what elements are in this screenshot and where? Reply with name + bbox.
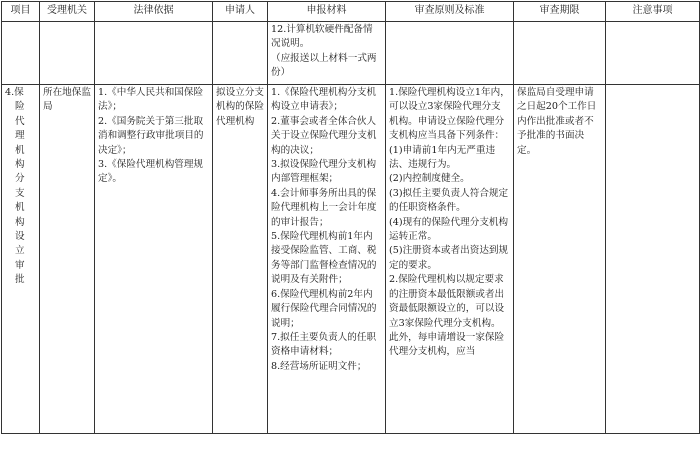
cell-authority: [40, 22, 95, 85]
standard-line: (4)现有的保险代理分支机构运转正常。: [389, 216, 509, 243]
legal-basis-line: 2.《国务院关于第三批取消和调整行政审批项目的决定》；: [98, 115, 204, 156]
material-line: 4.会计师事务所出具的保险代理机构上一会计年度的审计报告；: [271, 187, 377, 228]
header-notes: 注意事项: [606, 2, 700, 22]
approval-items-table: [1, 1, 700, 434]
standard-line: (3)拟任主要负责人符合规定的任职资格条件。: [389, 187, 509, 214]
header-applicant: 申请人: [213, 2, 268, 22]
cell-notes: [606, 85, 700, 434]
standard-line: 2.保险代理机构以规定要求的注册资本最低限额或者出资最低限额设立的，可以设立3家保险代理分支机构。此外，每申请增设一家保险代理分支机构，应当: [389, 274, 505, 358]
standard-line: (5)注册资本或者出资达到规定的要求。: [389, 245, 509, 271]
material-line: 6.保险代理机构前2年内履行保险代理合同情况的说明；: [271, 288, 377, 329]
material-line: 3.拟设保险代理分支机构内部管理框架；: [271, 159, 377, 185]
material-line: 12.计算机软硬件配备情况说明。: [271, 24, 373, 50]
item-number: 4.: [5, 87, 15, 98]
material-line: 5.保险代理机构前1年内接受保险监管、工商、税务等部门监督检查情况的说明及有关附件；: [271, 231, 377, 286]
cell-legal-basis: [95, 85, 213, 434]
cell-item: [2, 22, 40, 85]
material-line: 8.经营场所证明文件；: [271, 360, 367, 372]
legal-basis-line: 1.《中华人民共和国保险法》；: [98, 87, 204, 113]
header-authority: 受理机关: [40, 2, 95, 22]
item-name-first-char: 保: [14, 87, 24, 98]
cell-applicant: 拟设立分支机构的保险代理机构: [213, 85, 268, 434]
cell-review-standards: [386, 85, 514, 434]
cell-authority: 所在地保监局: [40, 85, 95, 434]
material-line: 7.拟任主要负责人的任职资格申请材料；: [271, 331, 377, 358]
cell-item: [2, 85, 40, 434]
cell-review-standards: [386, 22, 514, 85]
cell-review-period: 保监局自受理申请之日起20个工作日内作出批准或者不予批准的书面决定。: [514, 85, 606, 434]
cell-notes: [606, 22, 700, 85]
material-line: 2.董事会或者全体合伙人关于设立保险代理分支机构的决议；: [271, 115, 377, 156]
header-item: 项目: [2, 2, 40, 22]
standard-line: 1.保险代理机构设立1年内，可以设立3家保险代理分支机构。申请设立保险代理分支机构应当具备下列条件：: [389, 87, 510, 142]
header-review-period: 审查期限: [514, 2, 606, 22]
header-materials: 申报材料: [268, 2, 386, 22]
cell-applicant: [213, 22, 268, 85]
standard-line: (1)申请前1年内无严重违法、违规行为。: [389, 144, 496, 171]
cell-legal-basis: [95, 22, 213, 85]
header-row: [2, 2, 700, 22]
table-row: [2, 85, 700, 434]
material-line: （应报送以上材料一式两份）: [271, 52, 377, 79]
table-row: [2, 22, 700, 85]
header-legal-basis: 法律依据: [95, 2, 213, 22]
item-name: 险代理机构分支机构设立审批: [15, 101, 26, 286]
material-line: 1.《保险代理机构分支机构设立申请表》；: [271, 87, 377, 113]
standard-line: (2)内控制度健全。: [389, 173, 470, 185]
cell-materials: [268, 85, 386, 434]
cell-review-period: [514, 22, 606, 85]
header-review-standards: 审查原则及标准: [386, 2, 514, 22]
cell-materials: [268, 22, 386, 85]
legal-basis-line: 3.《保险代理机构管理规定》。: [98, 159, 204, 185]
